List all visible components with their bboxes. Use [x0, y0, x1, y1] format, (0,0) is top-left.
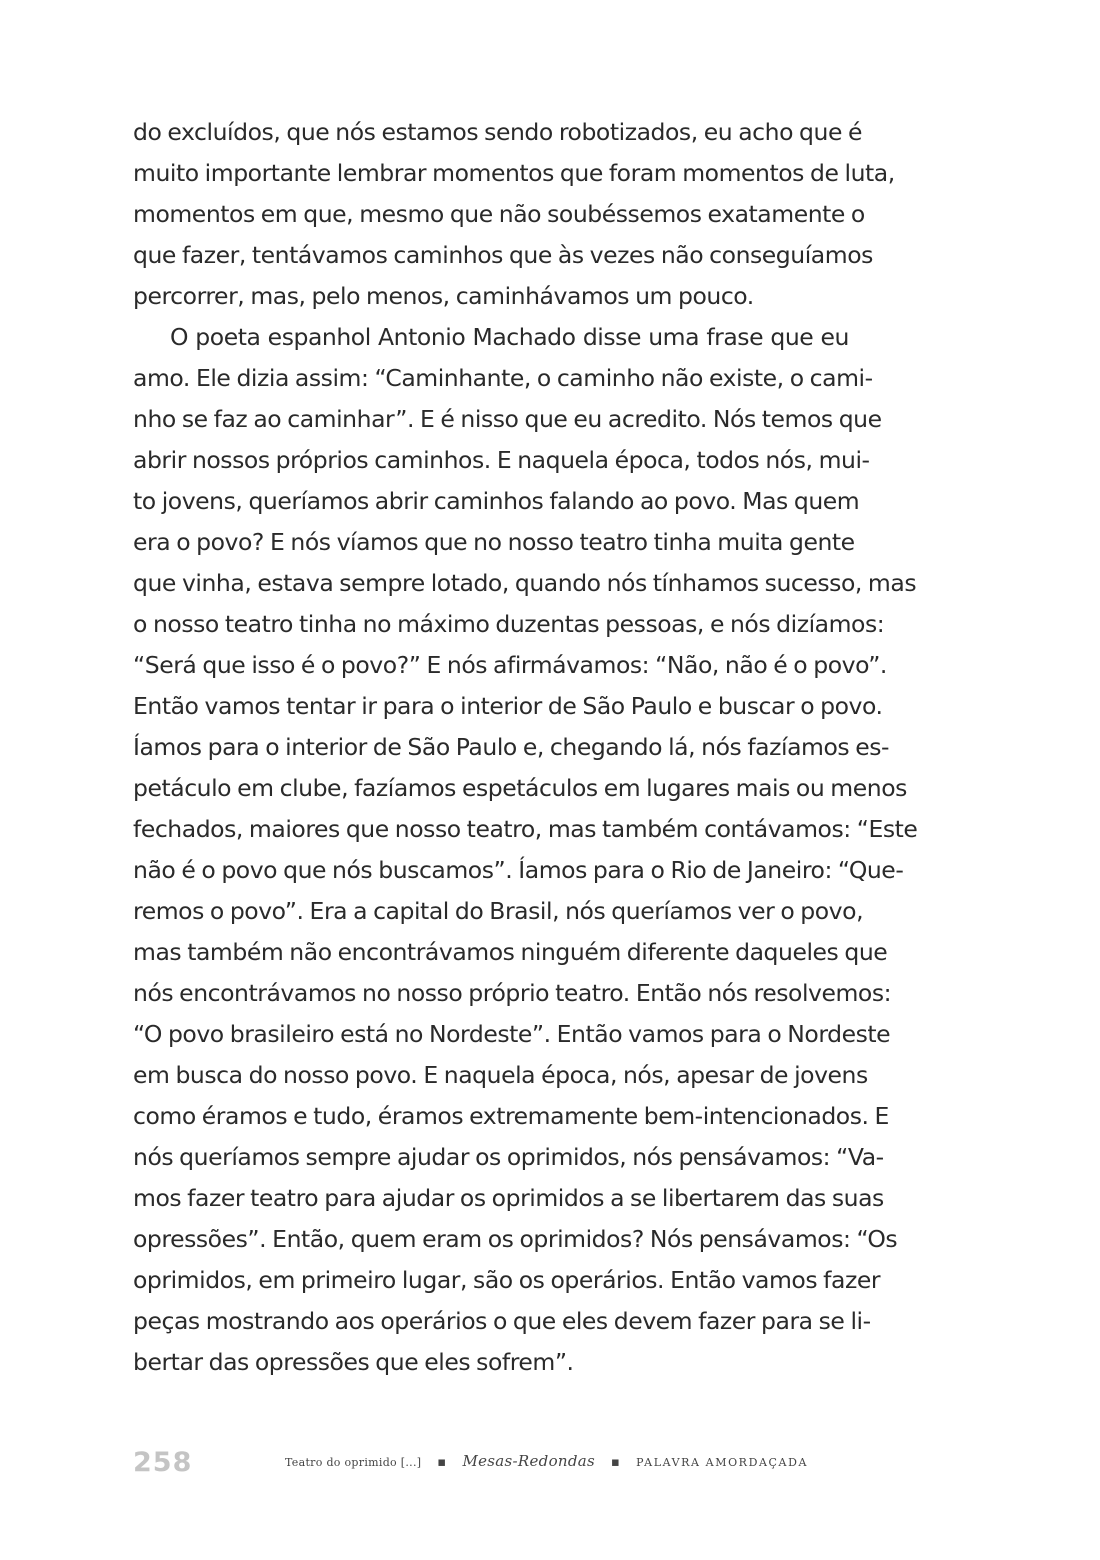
bullet-separator: ▪: [611, 1455, 621, 1470]
text-line: que fazer, tentávamos caminhos que às vezes não conseguíamos: [133, 241, 873, 269]
paragraph-end-line: percorrer, mas, pelo menos, caminhávamos um pouco.: [133, 282, 754, 310]
text-line: opressões”. Então, quem eram os oprimidos? Nós pensávamos: “Os: [133, 1225, 898, 1253]
text-line: em busca do nosso povo. E naquela época, nós, apesar de jovens: [133, 1061, 868, 1089]
series-title: Mesas-Redondas: [462, 1452, 596, 1470]
text-line: mos fazer teatro para ajudar os oprimidos a se libertarem das suas: [133, 1184, 884, 1212]
text-line: abrir nossos próprios caminhos. E naquela época, todos nós, mui-: [133, 446, 870, 474]
text-line: “Será que isso é o povo?” E nós afirmávamos: “Não, não é o povo”.: [133, 651, 887, 679]
text-line: peças mostrando aos operários o que eles devem fazer para se li-: [133, 1307, 871, 1335]
text-line: nho se faz ao caminhar”. E é nisso que eu acredito. Nós temos que: [133, 405, 882, 433]
text-line: não é o povo que nós buscamos”. Íamos para o Rio de Janeiro: “Que-: [133, 856, 904, 884]
chapter-title: Teatro do oprimido [...]: [285, 1456, 422, 1469]
paragraph-end-line: bertar das opressões que eles sofrem”.: [133, 1348, 574, 1376]
text-line: nós encontrávamos no nosso próprio teatro. Então nós resolvemos:: [133, 979, 892, 1007]
text-line: amo. Ele dizia assim: “Caminhante, o caminho não existe, o cami-: [133, 364, 873, 392]
text-line: Íamos para o interior de São Paulo e, chegando lá, nós fazíamos es-: [133, 733, 890, 761]
text-line: petáculo em clube, fazíamos espetáculos em lugares mais ou menos: [133, 774, 907, 802]
text-line: mas também não encontrávamos ninguém diferente daqueles que: [133, 938, 888, 966]
text-line: Então vamos tentar ir para o interior de São Paulo e buscar o povo.: [133, 692, 883, 720]
text-line: oprimidos, em primeiro lugar, são os operários. Então vamos fazer: [133, 1266, 881, 1294]
text-line: to jovens, queríamos abrir caminhos falando ao povo. Mas quem: [133, 487, 860, 515]
body-text: [133, 112, 918, 1383]
text-line: fechados, maiores que nosso teatro, mas também contávamos: “Este: [133, 815, 918, 843]
running-head: [285, 1452, 808, 1472]
text-line: como éramos e tudo, éramos extremamente bem-intencionados. E: [133, 1102, 889, 1130]
text-line: “O povo brasileiro está no Nordeste”. Então vamos para o Nordeste: [133, 1020, 891, 1048]
text-line: momentos em que, mesmo que não soubéssemos exatamente o: [133, 200, 865, 228]
text-line: era o povo? E nós víamos que no nosso teatro tinha muita gente: [133, 528, 855, 556]
text-line: remos o povo”. Era a capital do Brasil, nós queríamos ver o povo,: [133, 897, 864, 925]
text-line: muito importante lembrar momentos que foram momentos de luta,: [133, 159, 895, 187]
text-line: nós queríamos sempre ajudar os oprimidos, nós pensávamos: “Va-: [133, 1143, 884, 1171]
bullet-separator: ▪: [437, 1455, 447, 1470]
text-line: do excluídos, que nós estamos sendo robotizados, eu acho que é: [133, 118, 862, 146]
text-line: o nosso teatro tinha no máximo duzentas pessoas, e nós dizíamos:: [133, 610, 885, 638]
paragraph-first-line: O poeta espanhol Antonio Machado disse uma frase que eu: [170, 323, 849, 351]
page-footer: [133, 1446, 849, 1486]
page-number: 258: [133, 1447, 193, 1478]
book-title: PALAVRA AMORDAÇADA: [636, 1456, 809, 1469]
text-line: que vinha, estava sempre lotado, quando nós tínhamos sucesso, mas: [133, 569, 917, 597]
